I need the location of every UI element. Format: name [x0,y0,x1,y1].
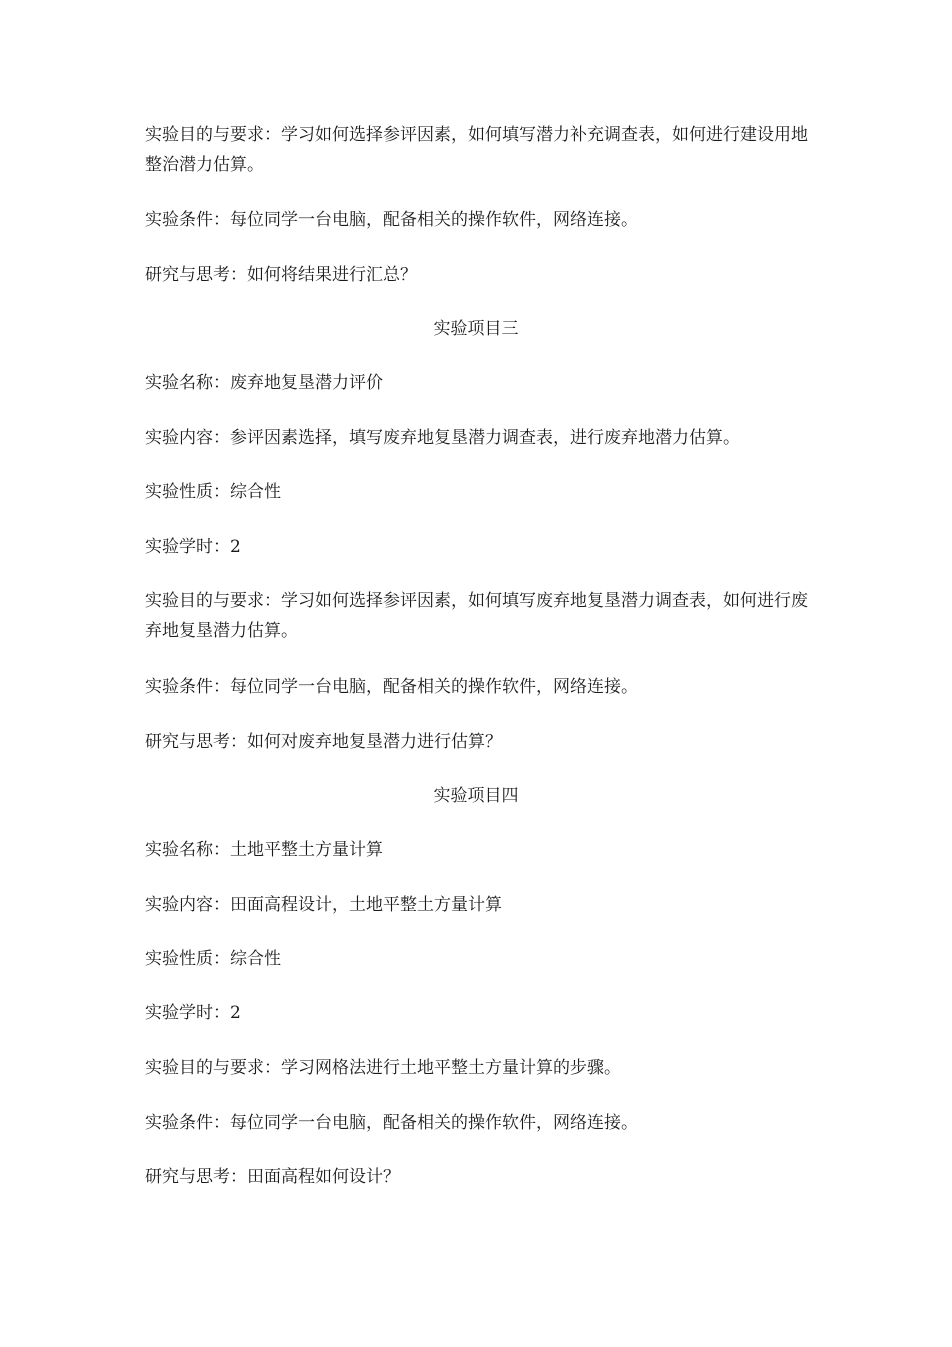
section4-content-text: 实验内容：田面高程设计，土地平整土方量计算 [145,895,502,915]
section3-hours-text: 实验学时：2 [145,537,241,557]
section4-title: 实验项目四 [433,786,519,806]
section4-research-text: 研究与思考：田面高程如何设计？ [145,1167,400,1187]
section3-research-text: 研究与思考：如何对废弃地复垦潜力进行估算？ [145,732,502,752]
section3-goal-text: 实验目的与要求：学习如何选择参评因素，如何填写废弃地复垦潜力调查表，如何进行废弃地复垦潜力估算。 [145,591,808,641]
section3-conditions-text: 实验条件：每位同学一台电脑，配备相关的操作软件，网络连接。 [145,677,638,697]
section2-conditions-text: 实验条件：每位同学一台电脑，配备相关的操作软件，网络连接。 [145,210,638,230]
section3-content-text: 实验内容：参评因素选择，填写废弃地复垦潜力调查表，进行废弃地潜力估算。 [145,428,740,448]
section3-nature-text: 实验性质：综合性 [145,482,281,502]
section4-goal-text: 实验目的与要求：学习网格法进行土地平整土方量计算的步骤。 [145,1058,621,1078]
section2-research-text: 研究与思考：如何将结果进行汇总？ [145,265,417,285]
section2-goal-text: 实验目的与要求：学习如何选择参评因素，如何填写潜力补充调查表，如何进行建设用地整治潜力估算。 [145,125,808,175]
section4-nature-text: 实验性质：综合性 [145,949,281,969]
section4-name-text: 实验名称：土地平整土方量计算 [145,840,383,860]
section4-conditions-text: 实验条件：每位同学一台电脑，配备相关的操作软件，网络连接。 [145,1113,638,1133]
section3-name-text: 实验名称：废弃地复垦潜力评价 [145,373,383,393]
section3-title: 实验项目三 [433,319,519,339]
section4-hours-text: 实验学时：2 [145,1003,241,1023]
